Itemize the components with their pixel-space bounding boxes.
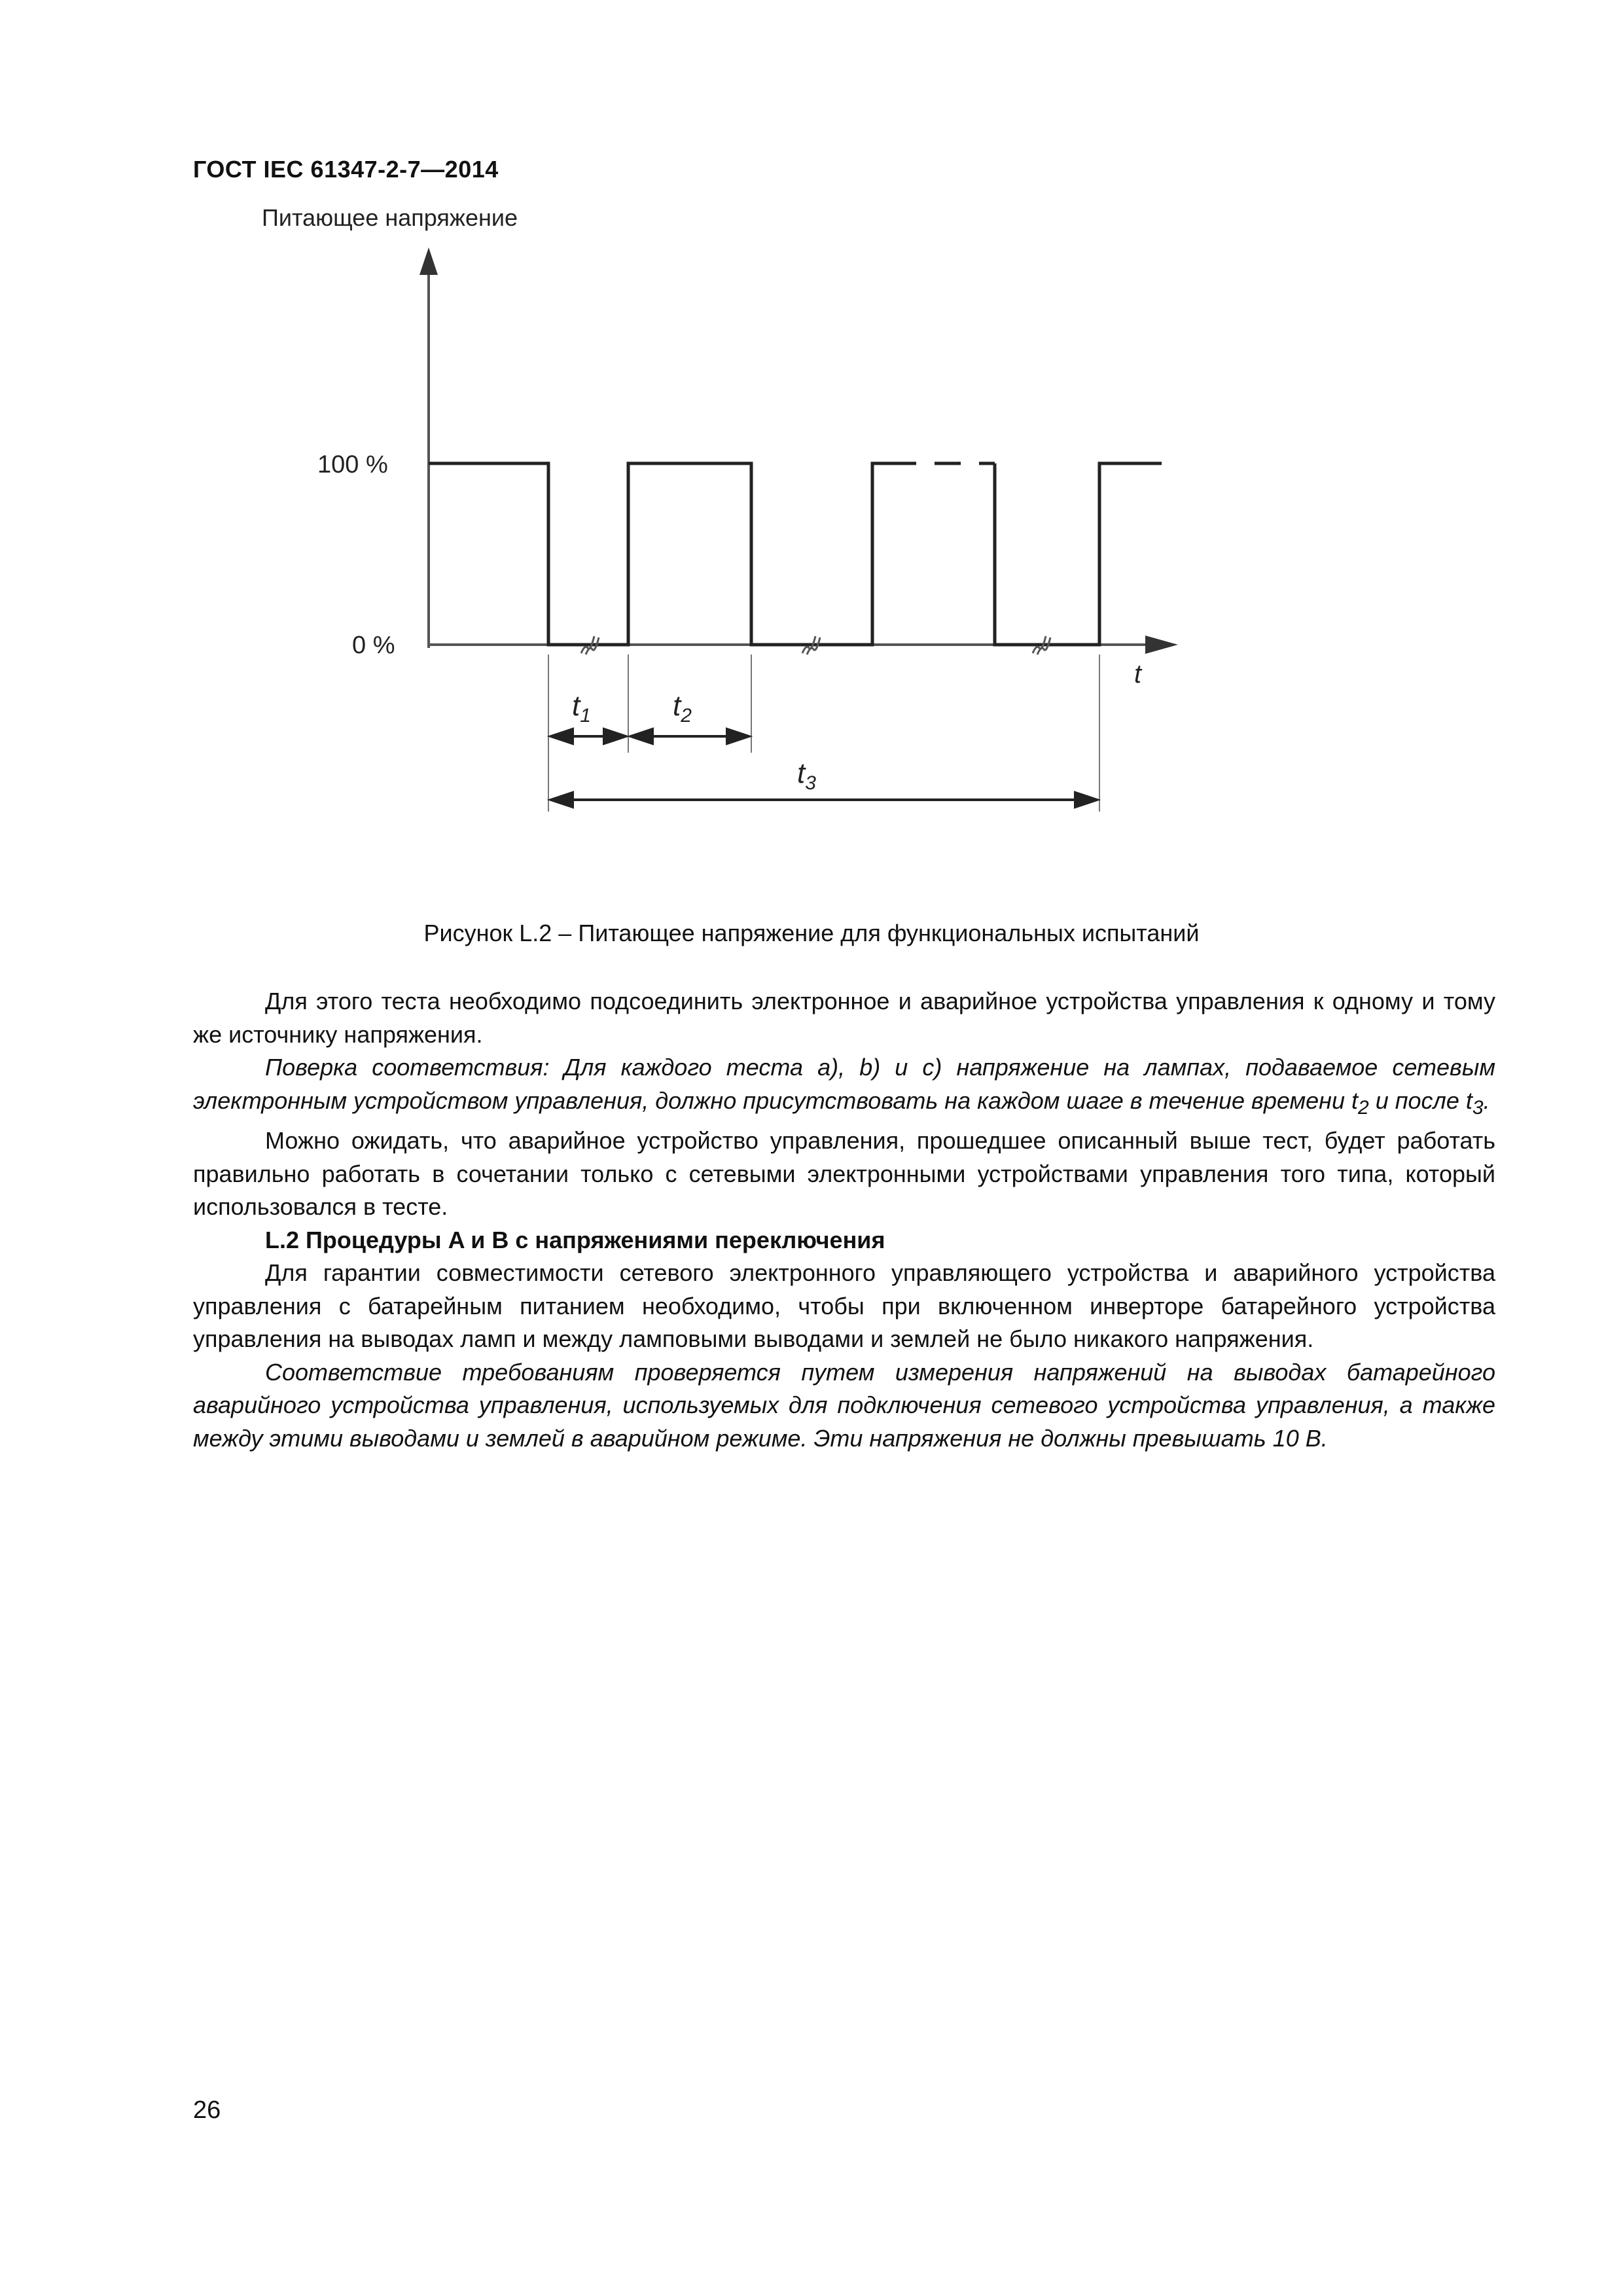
interval-label-t3: $t_3$ <box>797 757 816 794</box>
paragraph-4: Для гарантии совместимости сетевого электронного управляющего устройства и аварийного устройства управления с батарейным питанием необходимо, чтобы при включенном инверторе батарейного устройства управления на выводах ламп и между ламповыми выводами и землей не было никакого напряжения. <box>193 1259 1495 1353</box>
waveform-segment-2 <box>995 463 1162 645</box>
y-tick-100-percent: 100 % <box>317 451 388 478</box>
paragraph-3: Можно ожидать, что аварийное устройство управления, прошедшее описанный выше тест, будет работать правильно работать в сочетании только с сетевыми электронными устройствами управления того типа, который использовался в тесте. <box>193 1127 1495 1221</box>
page-number: 26 <box>193 2096 221 2124</box>
y-axis-title: Питающее напряжение <box>262 204 518 231</box>
x-axis-symbol: t <box>1134 660 1142 689</box>
interval-label-t2: $t_2$ <box>673 690 692 726</box>
y-tick-0-percent: 0 % <box>352 632 395 659</box>
supply-voltage-figure <box>0 0 1623 916</box>
paragraph-2-compliance: Поверка соответствия: Для каждого теста a), b) и c) напряжение на лампах, подаваемое сетевым электронным устройством управления, должно присутствовать на каждом шаге в течение времени $t_2$ и после $t_3$. <box>193 1054 1495 1119</box>
paragraph-1: Для этого теста необходимо подсоединить электронное и аварийное устройства управления к одному и тому же источнику напряжения. <box>193 988 1495 1048</box>
body-text <box>193 985 1495 1455</box>
interval-extension-lines <box>548 655 1099 812</box>
voltage-waveform <box>429 463 1162 645</box>
section-heading-l2: L.2 Процедуры A и B с напряжениями переключения <box>265 1226 885 1253</box>
figure-caption: Рисунок L.2 – Питающее напряжение для функциональных испытаний <box>423 920 1200 946</box>
interval-label-t1: $t_1$ <box>572 690 591 726</box>
y-axis-arrow-icon <box>419 247 438 275</box>
document-header: ГОСТ IEC 61347-2-7—2014 <box>193 156 499 183</box>
x-axis-arrow-icon <box>1145 636 1178 654</box>
waveform-segment-1 <box>429 463 890 645</box>
interval-arrows <box>551 729 1097 807</box>
paragraph-5-compliance: Соответствие требованиям проверяется путем измерения напряжений на выводах батарейного аварийного устройства управления, используемых для подключения сетевого устройства управления, а также между этими выводами и землей в аварийном режиме. Эти напряжения не должны превышать 10 В. <box>193 1358 1495 1452</box>
